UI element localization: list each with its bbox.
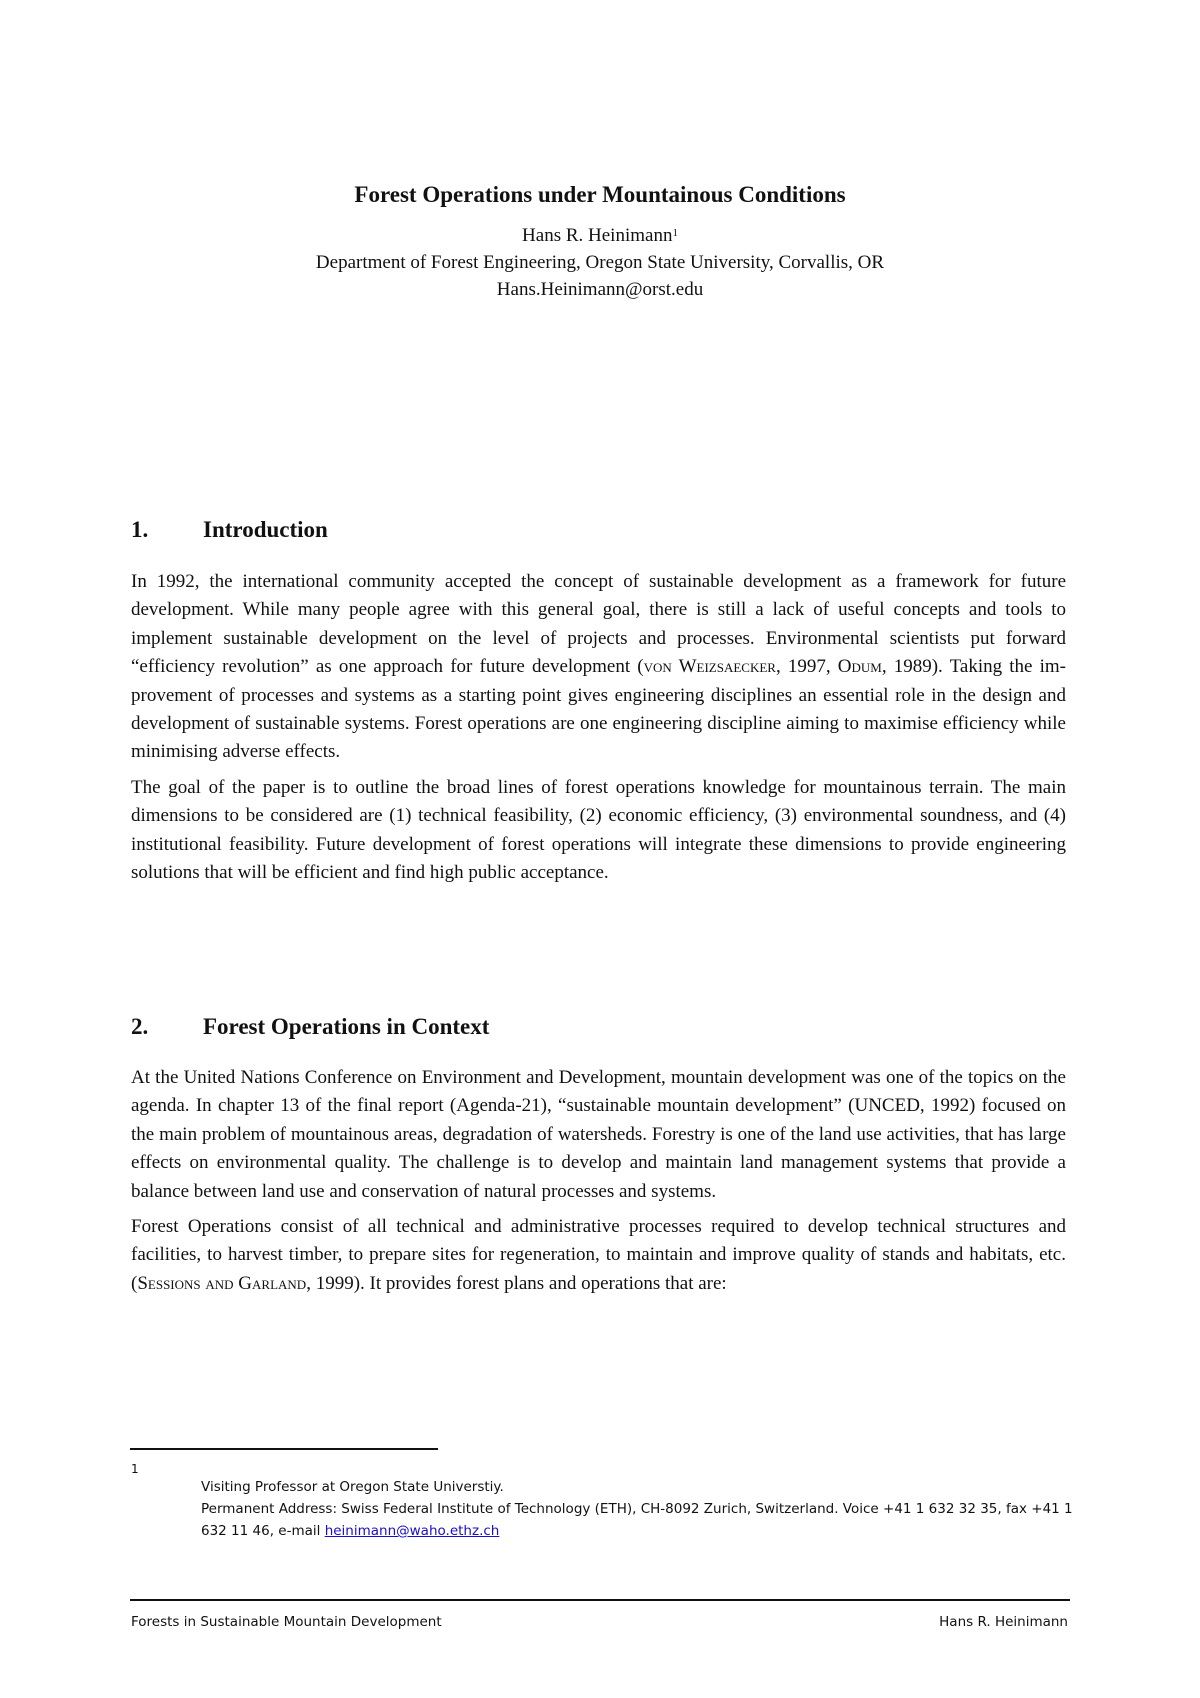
footnote-line-visiting: Visiting Professor at Oregon State Universtiy. <box>201 1479 504 1495</box>
author-name-line <box>0 222 1200 249</box>
footnote-text <box>201 1476 1081 1542</box>
section-body-introduction <box>131 568 1066 894</box>
section-number: 1. <box>131 517 149 542</box>
citation-odum: Odum <box>837 656 882 678</box>
paragraph: At the United Nations Conference on Environment and Development, mountain development was one of the topics on the agenda. In chapter 13 of the final report (Agenda-21), “sustainable mountain development” (UNCED, 1992) focused on the main problem of mountainous areas, degradation of watersheds. Forestry is one of the land use activities, that has large effects on environmental quality. The challenge is to develop and maintain land management systems that provide a balance between land use and conservation of natural processes and systems. <box>131 1067 1066 1202</box>
footnote-line-address: Permanent Address: Swiss Federal Institute of Technology (ETH), CH-8092 Zurich, Switzerland. Voice +41 1 632 32 35, fax +41 1 632 11 46, e-mail heinimann@waho.ethz.ch <box>201 1501 1073 1539</box>
section-number: 2. <box>131 1014 149 1039</box>
section-body-context <box>131 1064 1066 1305</box>
section-title: Introduction <box>203 517 328 542</box>
footnote-divider <box>130 1448 438 1450</box>
section-heading-context <box>131 1014 489 1040</box>
section-title: Forest Operations in Context <box>203 1014 490 1039</box>
footer-author: Hans R. Heinimann <box>939 1614 1068 1630</box>
paragraph: The goal of the paper is to outline the broad lines of forest operations knowledge for mountainous terrain. The main dimensions to be considered are (1) technical feasibility, (2) economic efficiency, (3) environmental soundness, and (4) institutional feasibility. Future development of forest operations will integrate these dimensions to provide engineering solutions that will be efficient and find high public acceptance. <box>131 776 1066 884</box>
footnote-mark: 1 <box>131 1462 139 1476</box>
author-affiliation: Department of Forest Engineering, Oregon State University, Corvallis, OR <box>315 252 885 273</box>
paragraph: In 1992, the international community accepted the concept of sustainable development as a framework for future development. While many people agree with this general goal, there is still a lack of useful concepts and tools to implement sustainable development on the level of projects and processes. Environmental scientists put forward “efficiency revolution” as one approach for future development (von Weizsaecker, 1997, Odum, 1989). Taking the improvement of processes and systems as a starting point gives engineering disciplines an essential role in the design and development of sustainable systems. Forest operations are one engineering discipline aiming to maximise efficiency while minimising adverse effects. <box>131 571 1066 763</box>
section-heading-introduction <box>131 517 328 543</box>
footnote-email-link[interactable]: heinimann@waho.ethz.ch <box>324 1523 500 1539</box>
citation-von-weizsaecker: von Weizsaecker <box>643 656 776 678</box>
citation-sessions-garland: Sessions and Garland <box>137 1272 307 1294</box>
paper-title: Forest Operations under Mountainous Conditions <box>354 182 846 207</box>
paragraph: Forest Operations consist of all technical and administrative processes required to develop technical structures and facilities, to harvest timber, to prepare sites for regeneration, to maintain and improve quality of stands and habitats, etc. (Sessions and Garland, 1999). It provides forest plans and operations that are: <box>131 1216 1066 1294</box>
author-email: Hans.Heinimann@orst.edu <box>496 279 704 300</box>
footer-divider <box>130 1599 1070 1601</box>
author-name: Hans R. Heinimann <box>522 225 673 246</box>
author-footnote-ref[interactable]: 1 <box>672 227 678 239</box>
footer-publication-title: Forests in Sustainable Mountain Development <box>131 1614 442 1630</box>
author-block <box>0 222 1200 303</box>
